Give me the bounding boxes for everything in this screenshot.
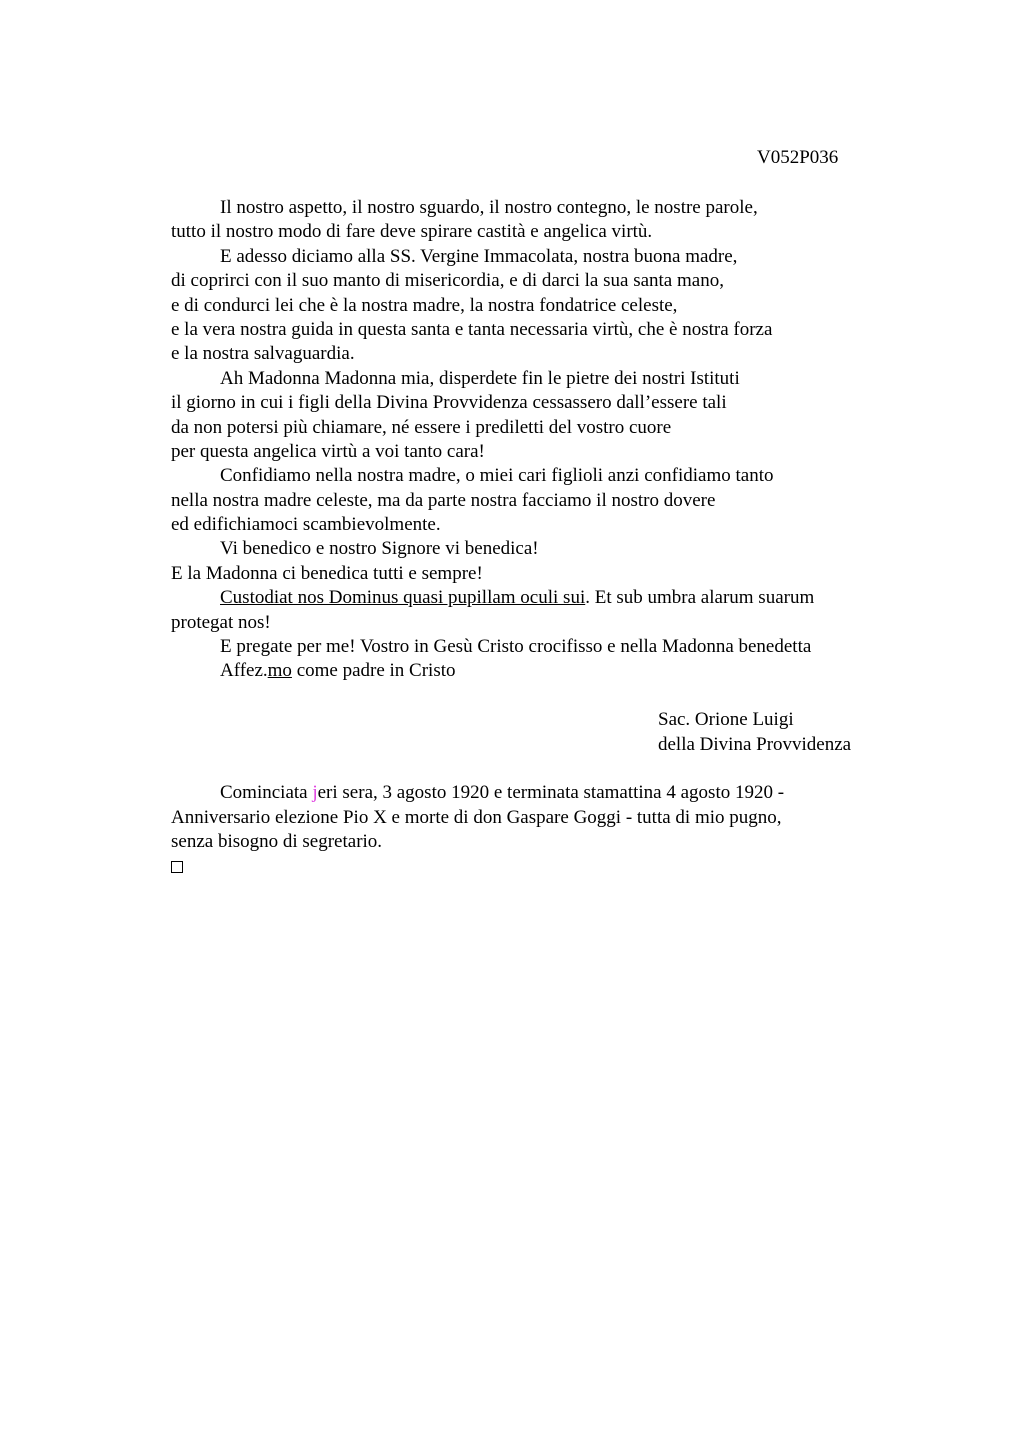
paragraph-line: di coprirci con il suo manto di misericordia, e di darci la sua santa mano,	[171, 270, 724, 292]
empty-box-icon	[171, 861, 183, 873]
latin-quote-underlined: Custodiat nos Dominus quasi pupillam oculi sui	[220, 587, 586, 609]
closing-abbrev: Affez.	[220, 660, 268, 682]
paragraph-line: Il nostro aspetto, il nostro sguardo, il nostro contegno, le nostre parole,	[220, 197, 758, 218]
note-highlighted-letter: j	[312, 782, 318, 804]
closing-line	[171, 659, 871, 683]
paragraph-line: ed edifichiamoci scambievolmente.	[171, 514, 441, 536]
paragraph-line: da non potersi più chiamare, né essere i prediletti del vostro cuore	[171, 416, 672, 438]
end-marker	[171, 855, 871, 879]
latin-quote-line	[171, 586, 871, 610]
paragraph-line: protegat nos!	[171, 611, 271, 633]
paragraph-line: tutto il nostro modo di fare deve spirare castità e angelica virtù.	[171, 221, 653, 243]
paragraph-line: per questa angelica virtù a voi tanto cara!	[171, 440, 485, 462]
paragraph-line: E la Madonna ci benedica tutti e sempre!	[171, 562, 483, 584]
note-line: Anniversario elezione Pio X e morte di don Gaspare Goggi - tutta di mio pugno,	[171, 806, 782, 828]
paragraph-line: Confidiamo nella nostra madre, o miei cari figlioli anzi confidiamo tanto	[220, 465, 774, 487]
note-line	[171, 781, 871, 805]
paragraph-line: e di condurci lei che è la nostra madre, la nostra fondatrice celeste,	[171, 294, 678, 316]
latin-quote-rest: . Et sub umbra alarum suarum	[585, 587, 815, 609]
note-text: eri sera, 3 agosto 1920 e terminata stamattina 4 agosto 1920 -	[317, 782, 785, 804]
paragraph-line: e la vera nostra guida in questa santa e tanta necessaria virtù, che è nostra forza	[171, 318, 773, 340]
spacer	[171, 684, 871, 708]
note-text: Cominciata	[220, 782, 313, 804]
paragraph-line: Vi benedico e nostro Signore vi benedica!	[220, 538, 539, 560]
paragraph-line: Ah Madonna Madonna mia, disperdete fin le pietre dei nostri Istituti	[220, 367, 740, 389]
paragraph-line: E pregate per me! Vostro in Gesù Cristo crocifisso e nella Madonna benedetta	[220, 636, 812, 658]
closing-rest: come padre in Cristo	[291, 660, 456, 682]
letter-body	[171, 196, 871, 879]
note-line: senza bisogno di segretario.	[171, 831, 383, 853]
closing-abbrev-underlined: mo	[267, 660, 292, 682]
paragraph-line: il giorno in cui i figli della Divina Provvidenza cessassero dall’essere tali	[171, 392, 727, 414]
spacer	[171, 757, 871, 781]
signature-title: della Divina Provvidenza	[658, 733, 852, 755]
paragraph-line: E adesso diciamo alla SS. Vergine Immacolata, nostra buona madre,	[220, 245, 738, 267]
paragraph-line: nella nostra madre celeste, ma da parte nostra facciamo il nostro dovere	[171, 489, 716, 511]
signature-name: Sac. Orione Luigi	[658, 709, 794, 731]
page-reference: V052P036	[757, 147, 839, 168]
paragraph-line: e la nostra salvaguardia.	[171, 343, 355, 365]
